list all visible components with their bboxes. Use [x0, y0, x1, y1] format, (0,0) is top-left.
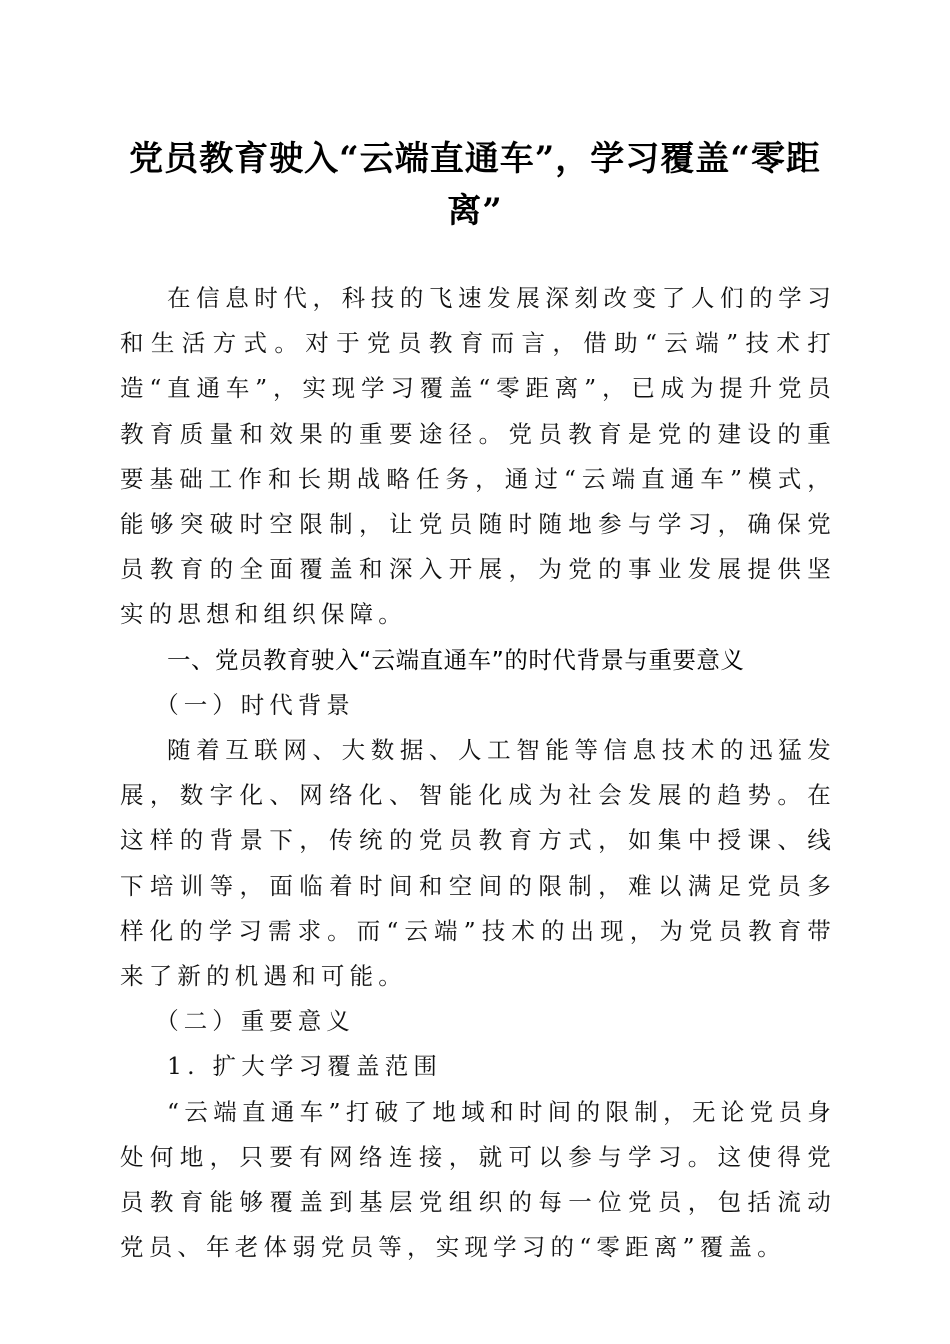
- document-body: [120, 276, 836, 1270]
- coverage-paragraph: “云端直通车”打破了地域和时间的限制，无论党员身处何地，只要有网络连接，就可以参与学习。这使得党员教育能够覆盖到基层党组织的每一位党员，包括流动党员、年老体弱党员等，实现学习的“零距离”覆盖。: [120, 1097, 836, 1262]
- document-title: 党员教育驶入“云端直通车”，学习覆盖“零距离”: [129, 139, 821, 231]
- section-heading-1: 一、党员教育驶入“云端直通车”的时代背景与重要意义: [167, 645, 745, 674]
- subsection-heading-significance: （二）重要意义: [155, 1007, 355, 1036]
- background-paragraph: 随着互联网、大数据、人工智能等信息技术的迅猛发展，数字化、网络化、智能化成为社会发展的趋势。在这样的背景下，传统的党员教育方式，如集中授课、线下培训等，面临着时间和空间的限制，难以满足党员多样化的学习需求。而“云端”技术的出现，为党员教育带来了新的机遇和可能。: [120, 736, 836, 991]
- subsection-heading-background: （一）时代背景: [155, 690, 355, 719]
- intro-paragraph: 在信息时代，科技的飞速发展深刻改变了人们的学习和生活方式。对于党员教育而言，借助“云端”技术打造“直通车”，实现学习覆盖“零距离”，已成为提升党员教育质量和效果的重要途径。党员教育是党的建设的重要基础工作和长期战略任务，通过“云端直通车”模式，能够突破时空限制，让党员随时随地参与学习，确保党员教育的全面覆盖和深入开展，为党的事业发展提供坚实的思想和组织保障。: [120, 284, 836, 629]
- point-heading-1: 1. 扩大学习覆盖范围: [167, 1052, 443, 1081]
